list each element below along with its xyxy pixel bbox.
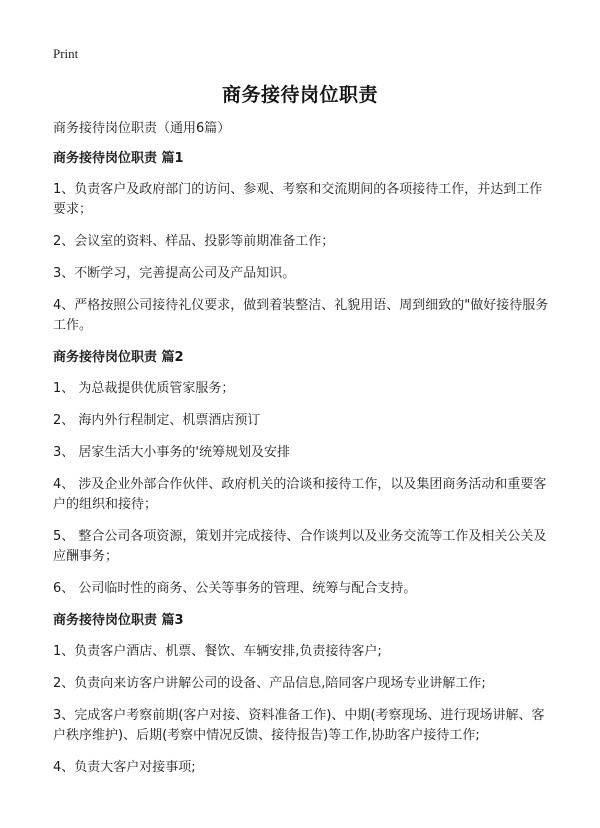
list-item: 3、 居家生活大小事务的'统筹规划及安排 [53,445,290,460]
page-title: 商务接待岗位职责 [221,84,378,106]
list-item: 3、完成客户考察前期(客户对接、资料准备工作)、中期(考察现场、进行现场讲解、客户秩序维护)、后期(考察中情况反馈、接待报告)等工作,协助客户接待工作; [53,708,545,743]
list-item: 5、 整合公司各项资源，策划并完成接待、合作谈判以及业务交流等工作及相关公关及应酬事务； [53,529,547,564]
print-link[interactable]: Print [53,46,79,61]
list-item: 1、负责客户及政府部门的访问、参观、考察和交流期间的各项接待工作，并达到工作要求； [53,182,543,217]
section-heading: 商务接待岗位职责 篇3 [53,613,184,628]
list-item: 4、 涉及企业外部合作伙伴、政府机关的洽谈和接待工作，以及集团商务活动和重要客户的组织和接待； [53,477,547,512]
document-subtitle: 商务接待岗位职责（通用6篇） [53,121,231,136]
list-item: 3、不断学习，完善提高公司及产品知识。 [53,266,296,281]
section-heading: 商务接待岗位职责 篇1 [53,151,184,166]
section-2 [53,348,550,599]
list-item: 2、会议室的资料、样品、投影等前期准备工作； [53,234,335,249]
list-item: 1、负责客户酒店、机票、餐饮、车辆安排,负责接待客户; [53,644,382,659]
list-item: 2、 海内外行程制定、机票酒店预订 [53,413,261,428]
section-3 [53,611,550,778]
list-item: 1、 为总裁提供优质管家服务； [53,381,235,396]
document-body [53,119,550,790]
section-1 [53,149,550,336]
list-item: 2、负责向来访客户讲解公司的设备、产品信息,陪同客户现场专业讲解工作; [53,676,486,691]
section-heading: 商务接待岗位职责 篇2 [53,350,184,365]
list-item: 4、负责大客户对接事项; [53,760,196,775]
list-item: 6、 公司临时性的商务、公关等事务的管理、统筹与配合支持。 [53,581,417,596]
list-item: 4、严格按照公司接待礼仪要求，做到着装整洁、礼貌用语、周到细致的"做好接待服务工作。 [53,298,549,333]
